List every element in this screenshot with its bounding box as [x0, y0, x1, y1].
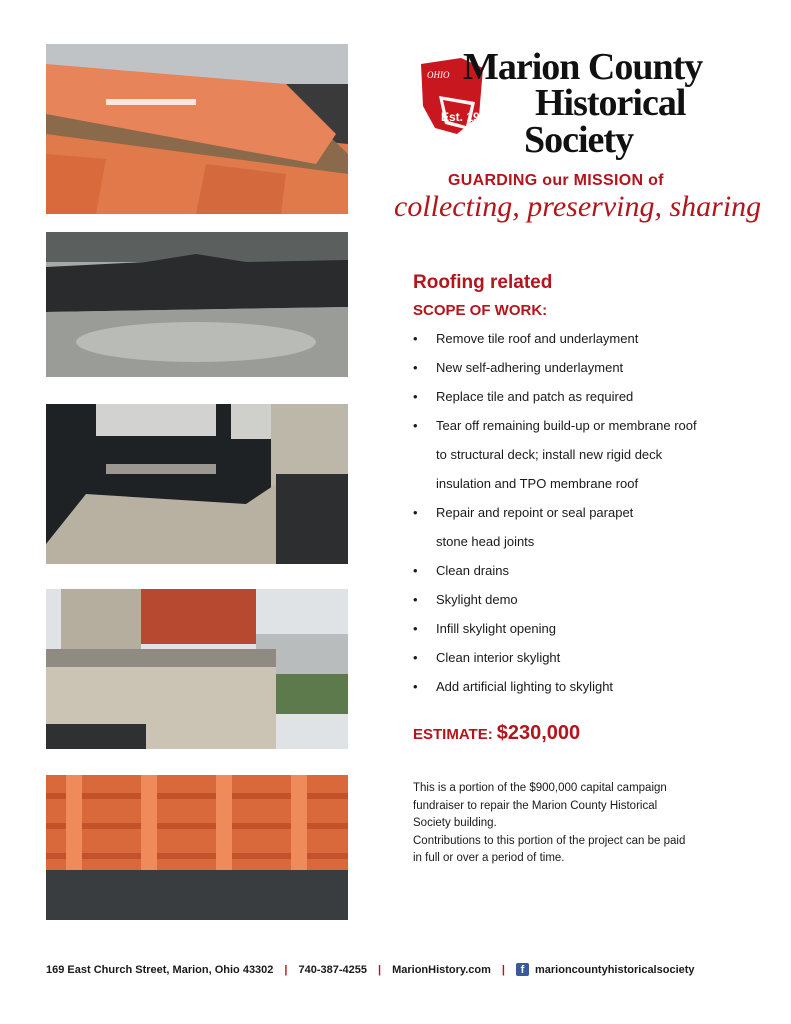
scope-item — [413, 672, 753, 701]
logo-name-line3: Society — [524, 119, 634, 161]
bullet-icon: • — [413, 360, 418, 375]
scope-item-line: Repair and repoint or seal parapet — [436, 505, 634, 520]
scope-heading: SCOPE OF WORK: — [413, 302, 548, 319]
scope-item — [413, 614, 753, 643]
logo-ohio-tag: OHIO — [427, 70, 450, 80]
scope-item-line: Skylight demo — [436, 592, 518, 607]
footer — [46, 963, 756, 976]
footer-website-link[interactable]: MarionHistory.com — [392, 963, 491, 976]
scope-item-line: to structural deck; install new rigid deck — [436, 447, 663, 462]
paragraph-line: in full or over a period of time. — [413, 852, 565, 864]
bullet-icon: • — [413, 505, 418, 520]
photo-flat-membrane-roof — [46, 232, 348, 377]
photo-terracotta-tiles — [46, 775, 348, 920]
scope-list — [413, 324, 753, 701]
estimate-label: ESTIMATE: — [413, 726, 493, 743]
paragraph-line: fundraiser to repair the Marion County Historical — [413, 799, 658, 812]
scope-item-line: Clean drains — [436, 563, 509, 578]
footer-separator: | — [378, 963, 382, 976]
photo-building-cornice — [46, 589, 348, 749]
scope-item-line: Remove tile roof and underlayment — [436, 331, 639, 346]
estimate — [413, 722, 580, 745]
logo-name-line2: Historical — [535, 82, 686, 124]
photo-damaged-ridge-tiles — [46, 44, 348, 214]
paragraph-line: Contributions to this portion of the project can be paid — [413, 834, 686, 847]
logo-est-tag: Est. 1969 — [441, 110, 494, 124]
scope-item-line: Infill skylight opening — [436, 621, 556, 636]
estimate-value: $230,000 — [496, 722, 581, 744]
society-logo — [417, 48, 727, 168]
footer-separator: | — [501, 963, 505, 976]
mission-heading: GUARDING our MISSION of — [448, 172, 664, 189]
scope-item-line: stone head joints — [436, 534, 535, 549]
facebook-icon: f — [516, 963, 529, 976]
footer-facebook-link[interactable]: marioncountyhistoricalsociety — [534, 963, 695, 976]
scope-item-line: Add artificial lighting to skylight — [436, 679, 614, 694]
scope-item — [413, 498, 753, 556]
bullet-icon: • — [413, 389, 418, 404]
mission-tagline: collecting, preserving, sharing — [394, 190, 762, 223]
scope-item — [413, 411, 753, 498]
scope-item — [413, 585, 753, 614]
bullet-icon: • — [413, 563, 418, 578]
scope-item-line: New self-adhering underlayment — [436, 360, 624, 375]
scope-item-line: Clean interior skylight — [436, 650, 561, 665]
paragraph-line: This is a portion of the $900,000 capital campaign — [413, 782, 667, 794]
photo-rooftop-parapet — [46, 404, 348, 564]
scope-item — [413, 556, 753, 585]
paragraph-line: Society building. — [413, 817, 497, 829]
scope-item-line: Replace tile and patch as required — [436, 389, 634, 404]
footer-address: 169 East Church Street, Marion, Ohio 43302 — [46, 963, 274, 976]
bullet-icon: • — [413, 418, 418, 433]
bullet-icon: • — [413, 621, 418, 636]
bullet-icon: • — [413, 679, 418, 694]
bullet-icon: • — [413, 331, 418, 346]
scope-item — [413, 643, 753, 672]
bullet-icon: • — [413, 592, 418, 607]
section-title: Roofing related — [413, 272, 553, 293]
scope-item — [413, 382, 753, 411]
footer-phone: 740-387-4255 — [298, 963, 368, 976]
scope-item-line: insulation and TPO membrane roof — [436, 476, 639, 491]
scope-item — [413, 353, 753, 382]
campaign-paragraph — [413, 780, 753, 868]
footer-separator: | — [284, 963, 288, 976]
scope-item — [413, 324, 753, 353]
bullet-icon: • — [413, 650, 418, 665]
scope-item-line: Tear off remaining build-up or membrane roof — [436, 418, 697, 433]
logo-name-line1: Marion County — [463, 46, 703, 88]
